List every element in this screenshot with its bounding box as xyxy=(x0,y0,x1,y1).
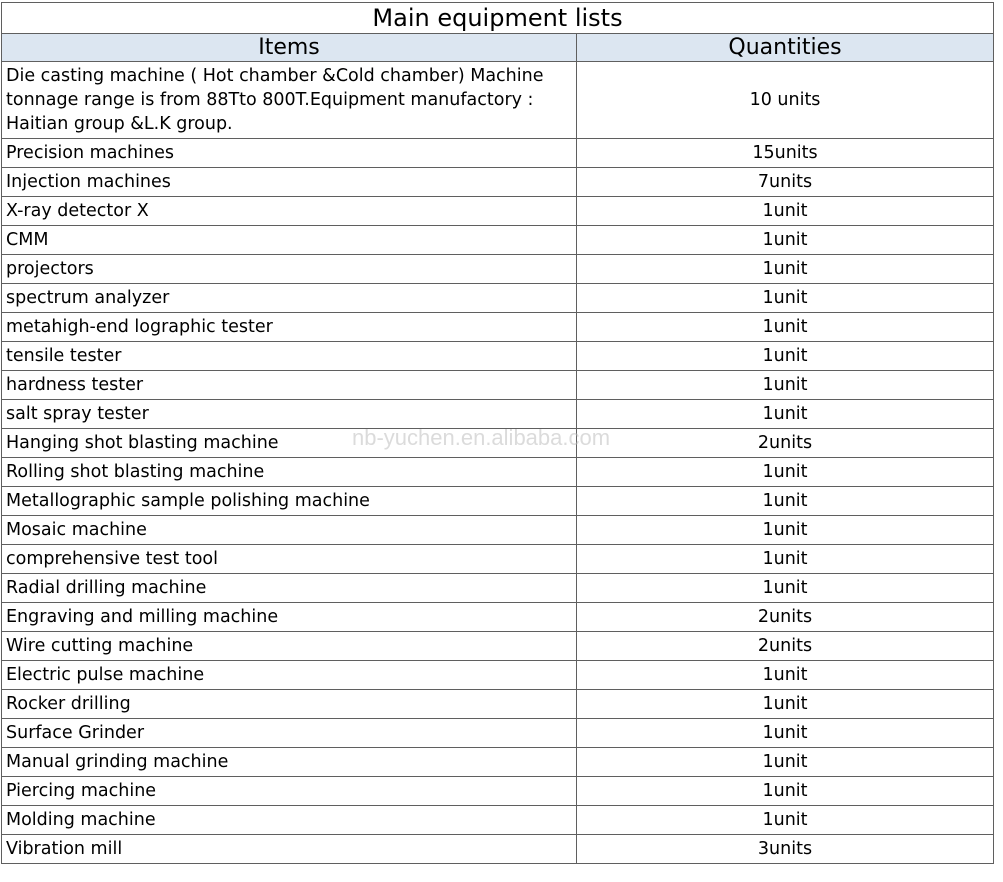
table-row xyxy=(2,284,994,313)
quantity-cell: 10 units xyxy=(577,62,994,139)
table-row xyxy=(2,139,994,168)
item-cell: Rolling shot blasting machine xyxy=(2,458,577,487)
table-row xyxy=(2,313,994,342)
item-cell: Surface Grinder xyxy=(2,719,577,748)
item-cell: hardness tester xyxy=(2,371,577,400)
quantity-cell: 1unit xyxy=(577,516,994,545)
table-row xyxy=(2,255,994,284)
quantity-cell: 15units xyxy=(577,139,994,168)
table-row xyxy=(2,487,994,516)
quantity-cell: 1unit xyxy=(577,226,994,255)
table-row xyxy=(2,806,994,835)
quantity-cell: 1unit xyxy=(577,574,994,603)
table-row xyxy=(2,777,994,806)
item-cell: Die casting machine ( Hot chamber &Cold chamber) Machine tonnage range is from 88Tto 800T.Equipment manufactory : Haitian group &L.K group. xyxy=(2,62,577,139)
table-row xyxy=(2,429,994,458)
quantity-cell: 1unit xyxy=(577,371,994,400)
table-row xyxy=(2,603,994,632)
quantity-cell: 1unit xyxy=(577,458,994,487)
quantity-cell: 1unit xyxy=(577,690,994,719)
table-row xyxy=(2,545,994,574)
quantity-cell: 1unit xyxy=(577,342,994,371)
item-cell: Rocker drilling xyxy=(2,690,577,719)
item-cell: Molding machine xyxy=(2,806,577,835)
table-row xyxy=(2,226,994,255)
quantity-cell: 1unit xyxy=(577,777,994,806)
title-row xyxy=(2,3,994,34)
quantity-cell: 1unit xyxy=(577,255,994,284)
table-row xyxy=(2,574,994,603)
item-cell: Manual grinding machine xyxy=(2,748,577,777)
item-cell: metahigh-end lographic tester xyxy=(2,313,577,342)
item-cell: comprehensive test tool xyxy=(2,545,577,574)
quantity-cell: 2units xyxy=(577,603,994,632)
item-cell: Radial drilling machine xyxy=(2,574,577,603)
table-row xyxy=(2,458,994,487)
item-cell: Piercing machine xyxy=(2,777,577,806)
table-row xyxy=(2,632,994,661)
quantity-cell: 1unit xyxy=(577,661,994,690)
item-cell: salt spray tester xyxy=(2,400,577,429)
quantity-cell: 1unit xyxy=(577,719,994,748)
table-title: Main equipment lists xyxy=(2,3,994,34)
item-cell: Metallographic sample polishing machine xyxy=(2,487,577,516)
table-row xyxy=(2,342,994,371)
table-row xyxy=(2,197,994,226)
watermark-text: nb-yuchen.en.alibaba.com xyxy=(352,425,611,450)
quantity-cell: 2units xyxy=(577,632,994,661)
item-cell: Mosaic machine xyxy=(2,516,577,545)
quantity-cell: 7units xyxy=(577,168,994,197)
items-column-header: Items xyxy=(2,34,577,62)
table-row xyxy=(2,661,994,690)
item-cell: Vibration mill xyxy=(2,835,577,864)
quantity-cell: 1unit xyxy=(577,487,994,516)
quantity-cell: 2units xyxy=(577,429,994,458)
table-row xyxy=(2,516,994,545)
quantity-cell: 1unit xyxy=(577,806,994,835)
equipment-table xyxy=(1,2,994,864)
item-cell: Wire cutting machine xyxy=(2,632,577,661)
quantities-column-header: Quantities xyxy=(577,34,994,62)
item-cell: X-ray detector X xyxy=(2,197,577,226)
quantity-cell: 3units xyxy=(577,835,994,864)
item-cell: Electric pulse machine xyxy=(2,661,577,690)
quantity-cell: 1unit xyxy=(577,400,994,429)
table-row xyxy=(2,748,994,777)
table-row xyxy=(2,62,994,139)
table-row xyxy=(2,835,994,864)
table-row xyxy=(2,371,994,400)
item-cell: Engraving and milling machine xyxy=(2,603,577,632)
item-cell: projectors xyxy=(2,255,577,284)
header-row xyxy=(2,34,994,62)
table-row xyxy=(2,400,994,429)
item-cell: spectrum analyzer xyxy=(2,284,577,313)
item-cell: Injection machines xyxy=(2,168,577,197)
equipment-sheet xyxy=(1,2,993,864)
quantity-cell: 1unit xyxy=(577,197,994,226)
table-row xyxy=(2,719,994,748)
table-row xyxy=(2,168,994,197)
item-cell: Precision machines xyxy=(2,139,577,168)
item-cell: CMM xyxy=(2,226,577,255)
quantity-cell: 1unit xyxy=(577,313,994,342)
quantity-cell: 1unit xyxy=(577,284,994,313)
quantity-cell: 1unit xyxy=(577,748,994,777)
item-cell: tensile tester xyxy=(2,342,577,371)
table-row xyxy=(2,690,994,719)
quantity-cell: 1unit xyxy=(577,545,994,574)
item-cell: Hanging shot blasting machine xyxy=(2,429,577,458)
